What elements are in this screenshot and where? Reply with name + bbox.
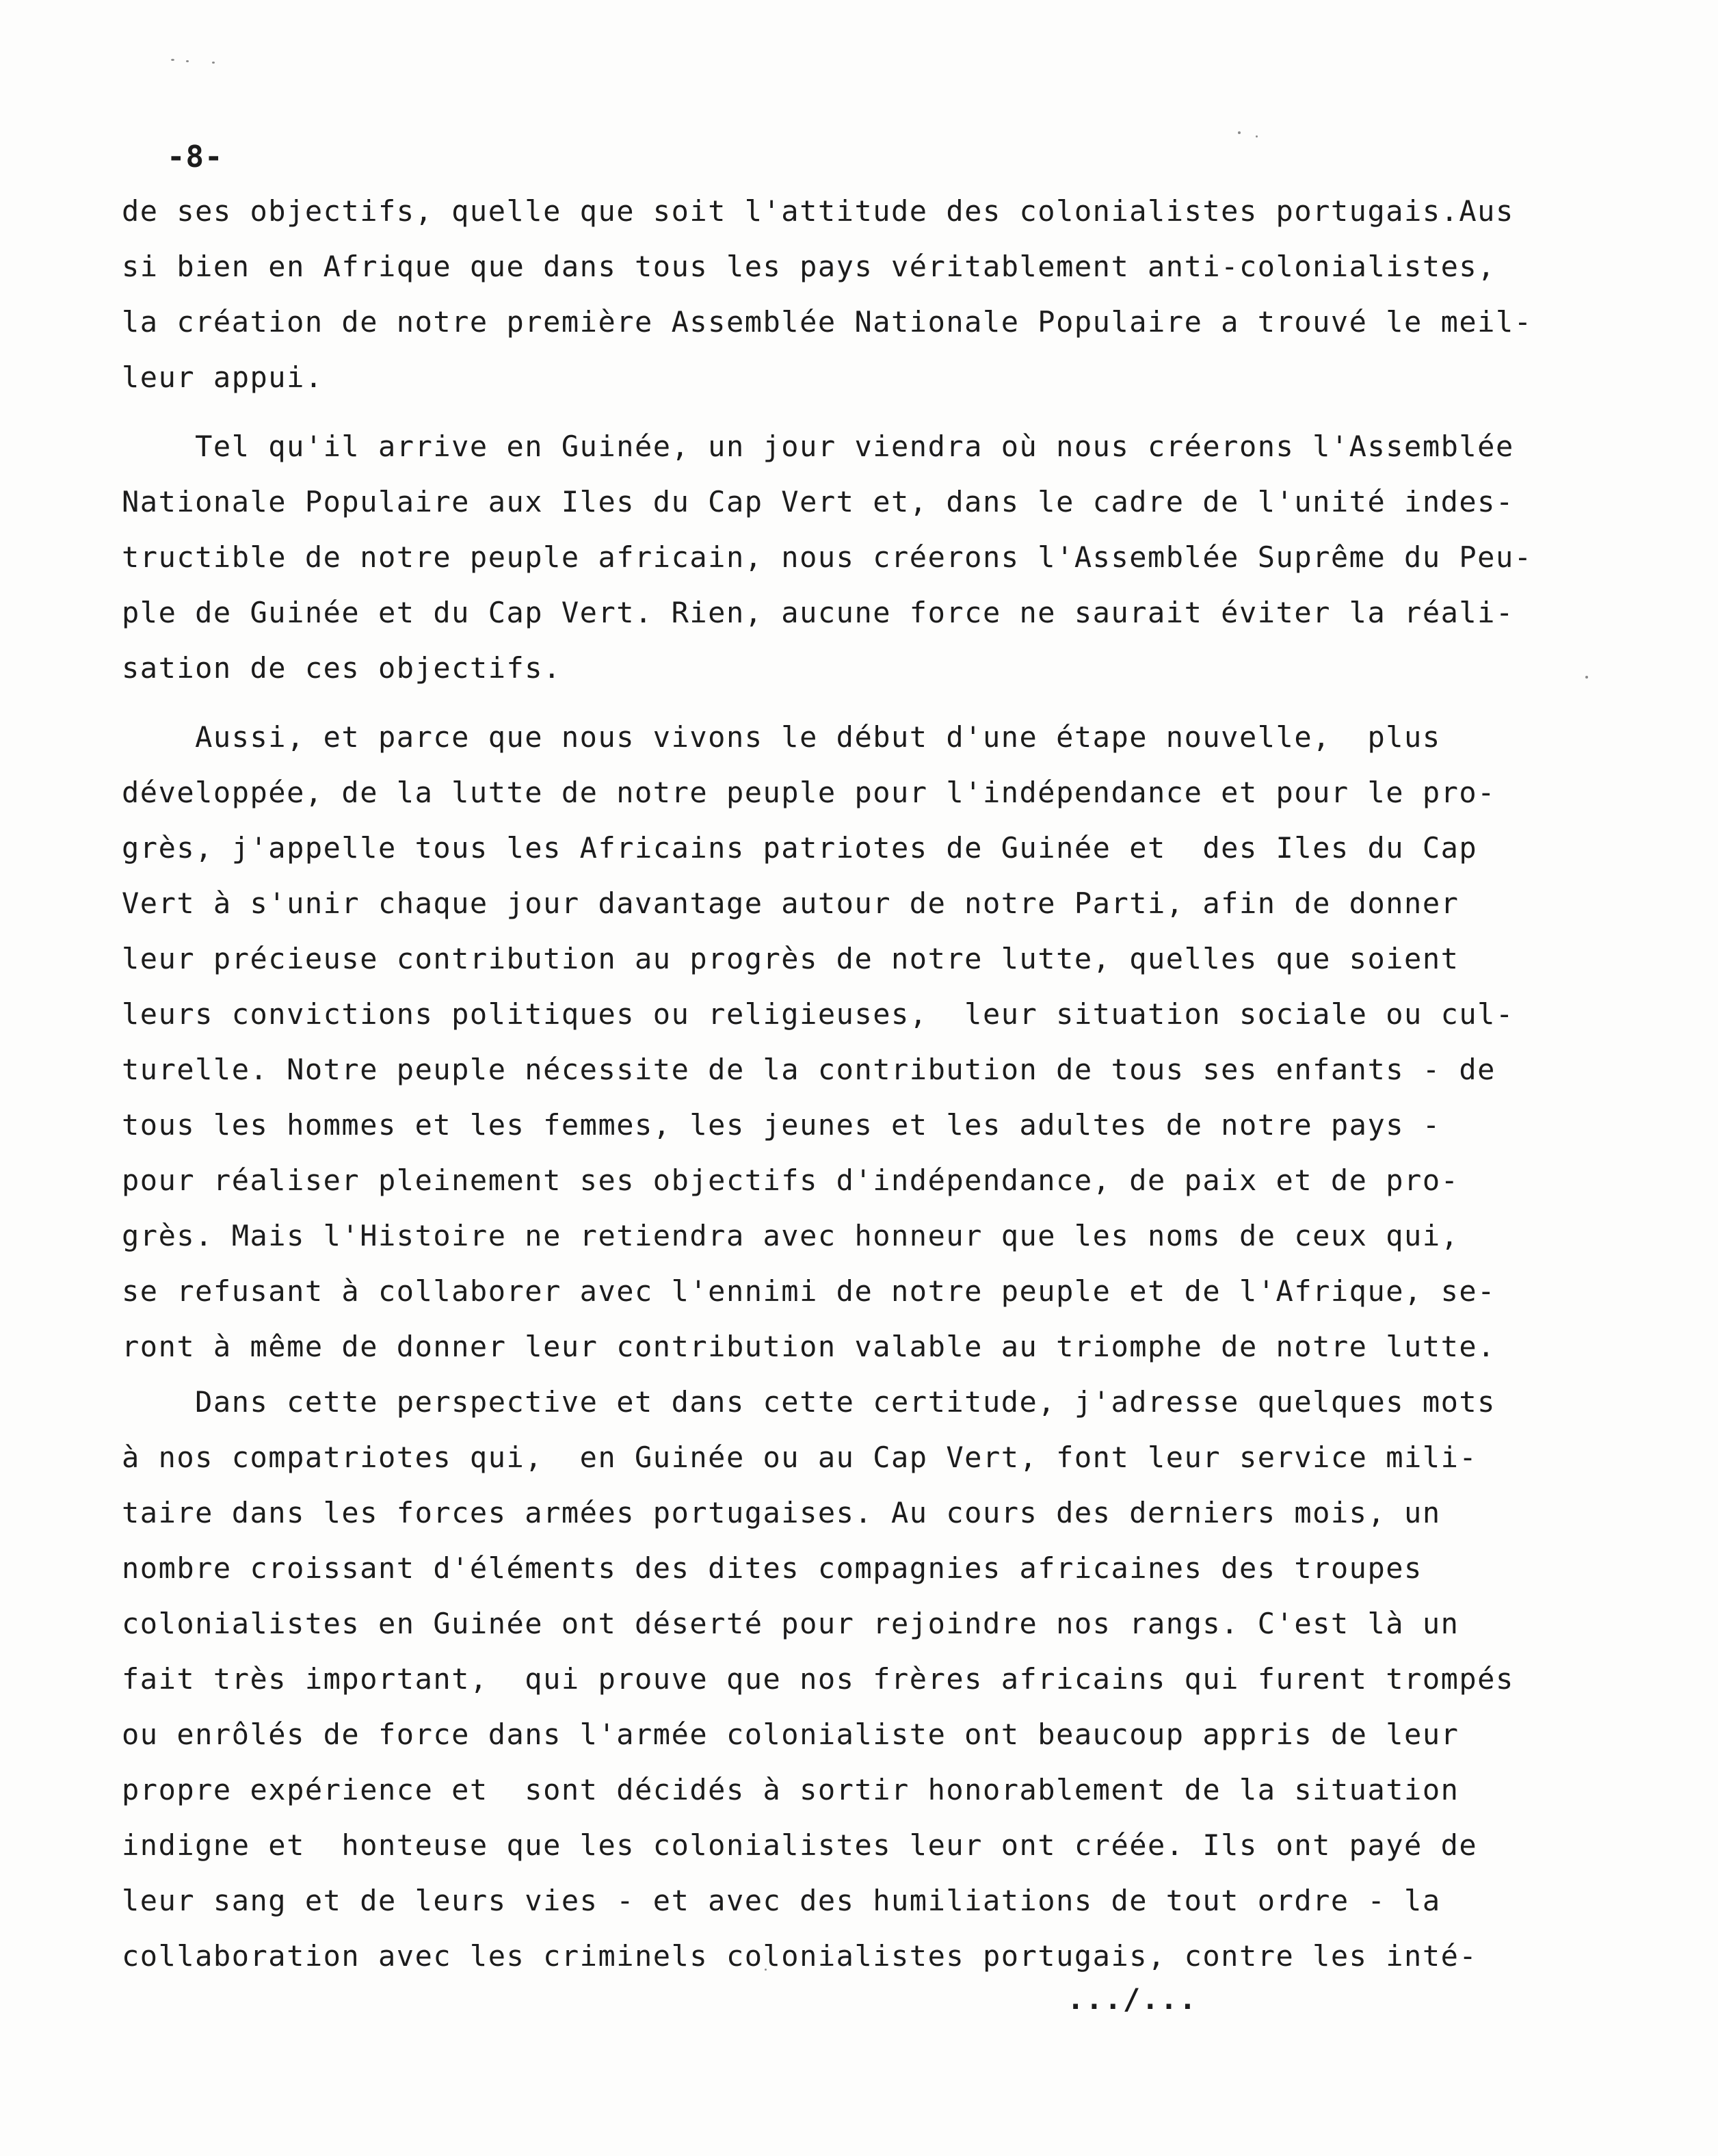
text-line: leur appui. <box>122 360 323 394</box>
text-line: leur précieuse contribution au progrès de notre lutte, quelles que soient <box>122 942 1459 975</box>
paragraph-4 <box>122 1374 1514 1984</box>
text-line: leurs convictions politiques ou religieuses, leur situation sociale ou cul- <box>122 997 1514 1031</box>
text-line: pour réaliser pleinement ses objectifs d'indépendance, de paix et de pro- <box>122 1164 1459 1197</box>
scan-speck <box>1238 131 1241 134</box>
paragraph-gap <box>122 696 1490 709</box>
text-line: indigne et honteuse que les colonialistes leur ont créée. Ils ont payé de <box>122 1828 1478 1862</box>
text-line: Tel qu'il arrive en Guinée, un jour viendra où nous créerons l'Assemblée <box>122 430 1514 463</box>
scan-speck <box>212 62 215 64</box>
text-line: grès. Mais l'Histoire ne retiendra avec honneur que les noms de ceux qui, <box>122 1219 1459 1252</box>
text-line: si bien en Afrique que dans tous les pays véritablement anti-colonialistes, <box>122 250 1496 283</box>
text-line: taire dans les forces armées portugaises. Au cours des derniers mois, un <box>122 1496 1441 1529</box>
paragraph-gap <box>122 405 1490 419</box>
text-line: Dans cette perspective et dans cette certitude, j'adresse quelques mots <box>122 1385 1496 1419</box>
page-number: -8- <box>167 140 224 174</box>
text-line: grès, j'appelle tous les Africains patriotes de Guinée et des Iles du Cap <box>122 831 1478 865</box>
text-line: sation de ces objectifs. <box>122 651 561 685</box>
scan-speck <box>1585 676 1588 679</box>
text-line: nombre croissant d'éléments des dites compagnies africaines des troupes <box>122 1551 1423 1585</box>
text-line: à nos compatriotes qui, en Guinée ou au Cap Vert, font leur service mili- <box>122 1441 1478 1474</box>
paragraph-2 <box>122 419 1533 696</box>
text-line: Nationale Populaire aux Iles du Cap Vert et, dans le cadre de l'unité indes- <box>122 485 1514 518</box>
text-line: fait très important, qui prouve que nos frères africains qui furent trompés <box>122 1662 1514 1696</box>
text-line: tructible de notre peuple africain, nous créerons l'Assemblée Suprême du Peu- <box>122 540 1533 574</box>
text-line: Vert à s'unir chaque jour davantage autour de notre Parti, afin de donner <box>122 886 1459 920</box>
scan-speck <box>186 60 189 62</box>
text-line: leur sang et de leurs vies - et avec des humiliations de tout ordre - la <box>122 1884 1441 1917</box>
text-line: la création de notre première Assemblée Nationale Populaire a trouvé le meil- <box>122 305 1533 339</box>
paragraph-1 <box>122 183 1533 405</box>
text-line: turelle. Notre peuple nécessite de la contribution de tous ses enfants - de <box>122 1053 1496 1086</box>
text-line: ple de Guinée et du Cap Vert. Rien, aucune force ne saurait éviter la réali- <box>122 596 1514 629</box>
text-line: propre expérience et sont décidés à sortir honorablement de la situation <box>122 1773 1459 1806</box>
paragraph-3 <box>122 709 1514 1374</box>
text-line: se refusant à collaborer avec l'ennimi de notre peuple et de l'Afrique, se- <box>122 1274 1496 1308</box>
text-line: ront à même de donner leur contribution valable au triomphe de notre lutte. <box>122 1330 1496 1363</box>
text-line: collaboration avec les criminels colonialistes portugais, contre les inté- <box>122 1939 1478 1973</box>
scan-speck <box>171 59 174 61</box>
continuation-mark: .../... <box>1067 1982 1198 2016</box>
text-line: tous les hommes et les femmes, les jeunes et les adultes de notre pays - <box>122 1108 1441 1142</box>
text-line: de ses objectifs, quelle que soit l'attitude des colonialistes portugais.Aus <box>122 194 1514 228</box>
text-line: Aussi, et parce que nous vivons le début d'une étape nouvelle, plus <box>122 720 1441 754</box>
text-line: colonialistes en Guinée ont déserté pour rejoindre nos rangs. C'est là un <box>122 1607 1459 1640</box>
scan-speck <box>1256 135 1258 137</box>
body-text <box>122 183 1533 1984</box>
text-line: ou enrôlés de force dans l'armée colonialiste ont beaucoup appris de leur <box>122 1718 1459 1751</box>
text-line: développée, de la lutte de notre peuple pour l'indépendance et pour le pro- <box>122 776 1496 809</box>
